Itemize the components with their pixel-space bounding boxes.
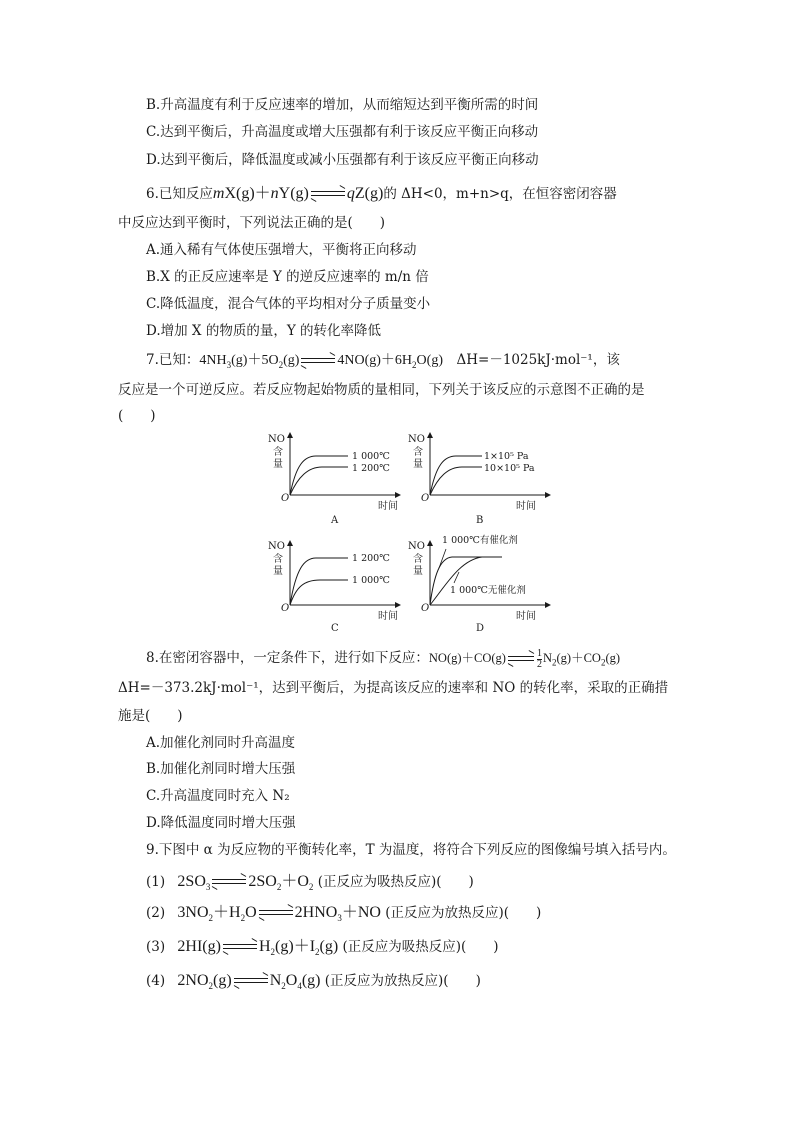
graph-b-xlabel: 时间 <box>516 501 536 512</box>
q9-item-2-note: (正反应为放热反应)( ) <box>385 905 542 921</box>
q6-option-a: A.通入稀有气体使压强增大，平衡将正向移动 <box>146 242 417 258</box>
graph-d-origin: O <box>421 603 430 614</box>
graph-d-ylabel-top: NO <box>408 541 425 552</box>
graph-a-curve-lower <box>290 467 348 495</box>
q9-item-3-num: (3) <box>146 939 166 955</box>
graph-b-lower-label: 10×10⁵ Pa <box>484 463 535 474</box>
graph-c-ylabel-mid: 含 <box>273 554 283 565</box>
graph-c-curve-lower <box>290 580 348 605</box>
q7-stem-line2: 反应是一个可逆反应。若反应物起始物质的量相同，下列关于该反应的示意图不正确的是 <box>118 382 645 398</box>
graph-b-upper-label: 1×10⁵ Pa <box>484 451 529 462</box>
q9-item-1-num: (1) <box>146 874 166 890</box>
q7-equation: $4NH_3(g)+5O_2(g)$ $4NO(g)+6H_2O(g)$ <box>199 353 443 370</box>
q8-equation: NO(g)＋CO(g) $\frac{1}{2}$ $N_2(g)+CO_2(g)$ <box>428 647 621 670</box>
graph-b-origin: O <box>421 493 430 504</box>
graph-d-label: D <box>476 623 485 634</box>
graph-c-upper-label: 1 200℃ <box>352 553 390 564</box>
q8-stem <box>146 648 620 673</box>
q8-option-a: A.加催化剂同时升高温度 <box>146 735 296 751</box>
q8-option-c: C.升高温度同时充入 N₂ <box>146 788 290 804</box>
graph-b <box>408 433 550 526</box>
q9-item-4-num: (4) <box>146 973 166 989</box>
q8-option-b: B.加催化剂同时增大压强 <box>146 761 296 777</box>
graph-d-upper-label: 1 000℃有催化剂 <box>442 535 518 546</box>
graph-d-xlabel: 时间 <box>516 611 536 622</box>
q8-option-d: D.降低温度同时增大压强 <box>146 815 296 831</box>
graph-a-label: A <box>331 515 339 526</box>
q8-prefix: 8.在密闭容器中，一定条件下，进行如下反应： <box>146 650 429 666</box>
graph-d <box>408 534 550 634</box>
q9-item-2-num: (2) <box>146 905 166 921</box>
q5-option-c: C.达到平衡后，升高温度或增大压强都有利于该反应平衡正向移动 <box>146 124 539 140</box>
q9-item-2 <box>146 903 541 928</box>
q5-option-d: D.达到平衡后，降低温度或减小压强都有利于该反应平衡正向移动 <box>146 152 539 168</box>
graph-b-ylabel-mid: 含 <box>413 447 423 458</box>
graph-a-upper-label: 1 000℃ <box>352 451 390 462</box>
graph-c <box>268 541 400 634</box>
q9-item-1-note: (正反应为吸热反应)( ) <box>317 874 474 890</box>
q6-option-b: B.X 的正反应速率是 Y 的逆反应速率的 m/n 倍 <box>146 269 429 285</box>
graph-c-lower-label: 1 000℃ <box>352 575 390 586</box>
q8-stem-line3: 施是( ) <box>118 708 183 724</box>
graph-c-ylabel-top: NO <box>268 541 285 552</box>
graph-a-curve-upper <box>290 456 348 495</box>
q6-condition: 的 ΔH<0，m+n>q，在恒容密闭容器 <box>383 186 617 202</box>
graph-c-xlabel: 时间 <box>378 611 398 622</box>
graph-c-curve-upper <box>290 558 348 605</box>
q7-prefix: 7.已知： <box>146 352 200 368</box>
q7-delta-h: ΔH=－1025kJ·mol⁻¹，该 <box>456 352 620 368</box>
graph-b-ylabel-top: NO <box>408 434 425 445</box>
graph-a-ylabel-top: NO <box>268 434 285 445</box>
q9-item-1 <box>146 872 474 897</box>
graph-a-lower-label: 1 200℃ <box>352 463 390 474</box>
graph-c-ylabel-bot: 量 <box>273 566 283 577</box>
graph-a-origin: O <box>281 493 290 504</box>
q9-item-4-note: (正反应为放热反应)( ) <box>324 973 481 989</box>
graph-c-label: C <box>331 623 339 634</box>
q9-stem: 9.下图中 α 为反应物的平衡转化率，T 为温度，将符合下列反应的图像编号填入括号内。 <box>146 842 676 858</box>
q7-stem-line3: ( ) <box>118 408 156 424</box>
q9-item-4 <box>146 971 481 996</box>
graph-c-origin: O <box>281 603 290 614</box>
q6-equation: mX(g)＋nY(g) qZ(g) <box>212 185 384 202</box>
q7-stem <box>146 350 620 375</box>
graph-b-curve-upper <box>430 456 482 495</box>
q6-stem <box>146 184 617 204</box>
graph-d-curve-lower <box>430 557 482 605</box>
graph-d-ylabel-bot: 量 <box>413 566 423 577</box>
graph-a-xlabel: 时间 <box>378 501 398 512</box>
q5-option-b: B.升高温度有利于反应速率的增加，从而缩短达到平衡所需的时间 <box>146 97 539 113</box>
q7-graphs <box>260 425 560 635</box>
graph-b-curve-lower <box>430 467 482 495</box>
q9-item-3-equation: 2HI(g) $H_2(g)+I_2(g)$ <box>177 938 339 958</box>
graph-a <box>268 433 400 526</box>
graph-a-ylabel-mid: 含 <box>273 447 283 458</box>
q9-item-4-equation: $2NO_2(g)$ $N_2O_4(g)$ <box>177 972 321 992</box>
graph-a-ylabel-bot: 量 <box>273 459 283 470</box>
graph-d-ylabel-mid: 含 <box>413 554 423 565</box>
q8-stem-line2: ΔH=－373.2kJ·mol⁻¹，达到平衡后，为提高该反应的速率和 NO 的转化率，采取的正确措 <box>118 680 669 696</box>
q6-prefix: 6.已知反应 <box>146 186 213 202</box>
graph-d-lower-label: 1 000℃无催化剂 <box>450 585 526 596</box>
q6-option-d: D.增加 X 的物质的量，Y 的转化率降低 <box>146 323 382 339</box>
q6-stem-line2: 中反应达到平衡时，下列说法正确的是( ) <box>118 215 386 231</box>
q9-item-3-note: (正反应为吸热反应)( ) <box>342 939 499 955</box>
q9-item-1-equation: $2SO_3$ $2SO_2+O_2$ <box>177 873 314 893</box>
q6-option-c: C.降低温度，混合气体的平均相对分子质量变小 <box>146 296 431 312</box>
q9-item-3 <box>146 937 499 962</box>
graph-b-ylabel-bot: 量 <box>413 459 423 470</box>
graph-b-label: B <box>476 515 484 526</box>
q9-item-2-equation: $3NO_2+H_2O$ $2HNO_3+NO$ <box>177 904 381 924</box>
